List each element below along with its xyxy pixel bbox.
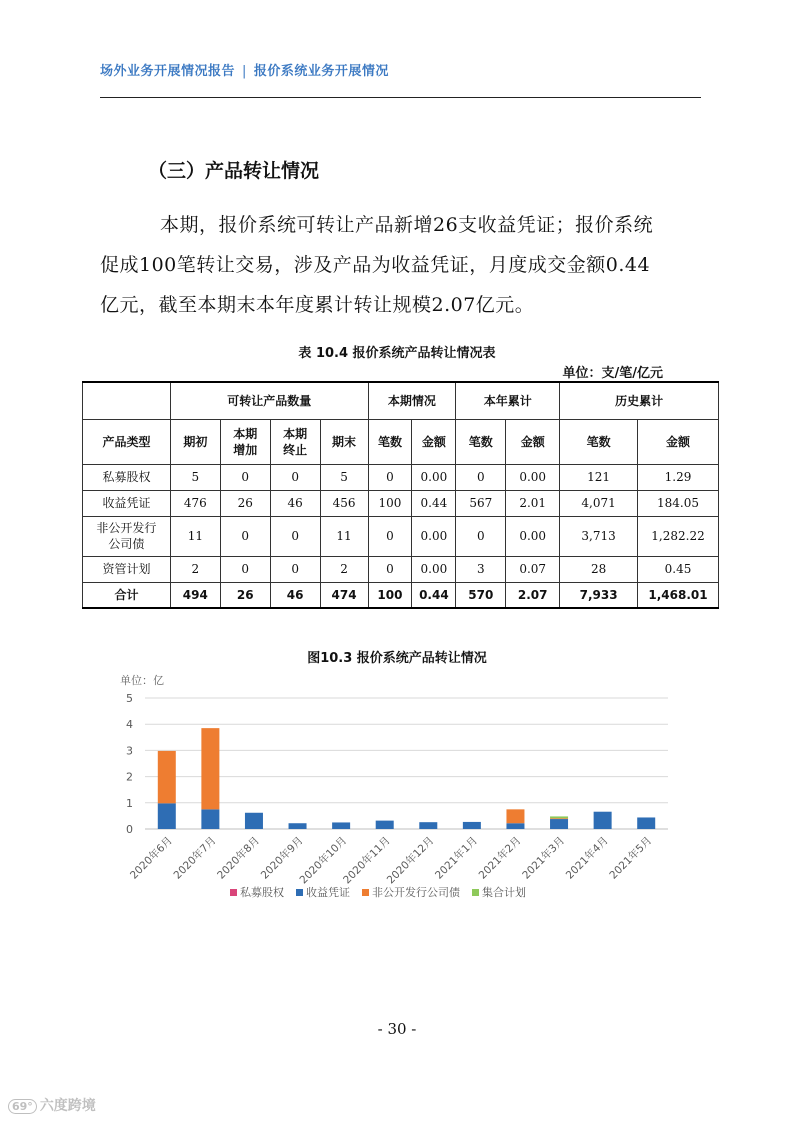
x-tick-label: 2020年11月: [341, 834, 393, 887]
table-cell: 0: [220, 556, 270, 582]
x-tick-label: 2020年6月: [127, 834, 175, 882]
table-cell: 476: [170, 490, 220, 516]
bar-segment: [463, 822, 481, 829]
bar-segment: [158, 803, 176, 829]
product-type-cell: 非公开发行公司债: [83, 516, 171, 556]
x-tick-label: 2021年1月: [433, 834, 480, 882]
table-cell: 0: [368, 556, 412, 582]
table-cell: 1,282.22: [638, 516, 719, 556]
page-number: - 30 -: [377, 1020, 417, 1038]
table-row: [83, 490, 719, 516]
x-tick-label: 2020年8月: [215, 834, 263, 882]
paragraph-line-2: 促成100笔转让交易，涉及产品为收益凭证，月度成交金额0.44: [100, 254, 651, 276]
group-header: 本年累计: [456, 382, 560, 419]
y-tick-label: 1: [126, 796, 133, 810]
table-cell: 4,071: [560, 490, 638, 516]
bar-segment: [506, 823, 524, 829]
legend-label: 私募股权: [240, 886, 284, 899]
chart-legend: [230, 885, 526, 899]
column-header: 本期增加: [220, 419, 270, 464]
table-cell: 0: [368, 516, 412, 556]
sub-header-row: [83, 419, 719, 464]
column-header: 金额: [638, 419, 719, 464]
header-right: 报价系统业务开展情况: [253, 64, 389, 79]
table-cell: 2.01: [506, 490, 560, 516]
bar-segment: [550, 816, 568, 818]
x-tick-label: 2021年2月: [476, 834, 524, 882]
table-cell: 26: [220, 582, 270, 608]
bar-segment: [201, 728, 219, 809]
chart-grid: [145, 698, 668, 829]
table-cell: 0: [220, 516, 270, 556]
legend-label: 非公开发行公司债: [372, 886, 460, 899]
bar-segment: [550, 818, 568, 819]
table-cell: 0.45: [638, 556, 719, 582]
x-tick-label: 2020年9月: [258, 834, 306, 882]
y-axis: [126, 692, 133, 836]
table-cell: 0: [270, 516, 320, 556]
group-header-row: [83, 382, 719, 419]
table-cell: 0.44: [412, 490, 456, 516]
column-header: 金额: [412, 419, 456, 464]
bar-segment: [594, 812, 612, 829]
x-tick-label: 2021年3月: [520, 834, 568, 882]
legend-label: 收益凭证: [306, 886, 350, 899]
table-cell: 0.00: [506, 464, 560, 490]
x-tick-label: 2020年10月: [297, 834, 350, 887]
bar-segment: [158, 751, 176, 803]
bar-segment: [289, 823, 307, 829]
legend-swatch: [362, 889, 369, 896]
table-cell: 494: [170, 582, 220, 608]
table-body: [83, 464, 719, 608]
chart-bars: [158, 728, 655, 829]
group-header: 本期情况: [368, 382, 456, 419]
transfer-table: [82, 381, 719, 609]
table-cell: 456: [320, 490, 368, 516]
running-header: [100, 60, 389, 79]
x-axis: [127, 834, 654, 886]
legend-label: 集合计划: [482, 886, 526, 899]
column-header: 产品类型: [83, 419, 171, 464]
paragraph-line-1: 本期，报价系统可转让产品新增26支收益凭证；报价系统: [160, 214, 654, 236]
column-header: 金额: [506, 419, 560, 464]
bar-segment: [201, 809, 219, 829]
header-rule: [100, 97, 701, 98]
table-cell: 0.00: [412, 516, 456, 556]
column-header: 笔数: [560, 419, 638, 464]
column-header: 期末: [320, 419, 368, 464]
header-separator: |: [242, 64, 247, 79]
table-cell: 100: [368, 490, 412, 516]
table-cell: 1.29: [638, 464, 719, 490]
bar-segment: [245, 813, 263, 829]
product-type-cell: 合计: [83, 582, 171, 608]
y-tick-label: 3: [126, 744, 133, 758]
table-row: [83, 464, 719, 490]
table-cell: 46: [270, 582, 320, 608]
table-row: [83, 556, 719, 582]
table-cell: 2.07: [506, 582, 560, 608]
legend-swatch: [230, 889, 237, 896]
table-cell: 7,933: [560, 582, 638, 608]
column-header: 期初: [170, 419, 220, 464]
legend-swatch: [296, 889, 303, 896]
y-tick-label: 2: [126, 770, 133, 784]
table-cell: 46: [270, 490, 320, 516]
header-left: 场外业务开展情况报告: [100, 64, 236, 79]
table-cell: 26: [220, 490, 270, 516]
x-tick-label: 2020年12月: [384, 834, 437, 887]
table-cell: 0.00: [412, 464, 456, 490]
paragraph-line-3: 亿元，截至本期末本年度累计转让规模2.07亿元。: [100, 294, 535, 316]
y-tick-label: 5: [126, 692, 133, 705]
y-tick-label: 0: [126, 823, 133, 836]
table-cell: 570: [456, 582, 506, 608]
table-cell: 2: [170, 556, 220, 582]
table-cell: 0.00: [412, 556, 456, 582]
table-cell: 2: [320, 556, 368, 582]
chart-title: 图10.3 报价系统产品转让情况: [307, 651, 487, 666]
bar-segment: [506, 809, 524, 823]
bar-segment: [550, 819, 568, 829]
table-cell: 0: [220, 464, 270, 490]
column-header: 笔数: [456, 419, 506, 464]
table-cell: 567: [456, 490, 506, 516]
table-cell: 3,713: [560, 516, 638, 556]
bar-segment: [419, 822, 437, 829]
table-unit: 单位：支/笔/亿元: [562, 366, 663, 381]
table-row: [83, 516, 719, 556]
section-title: （三）产品转让情况: [148, 160, 320, 182]
table-cell: 1,468.01: [638, 582, 719, 608]
x-tick-label: 2021年4月: [563, 834, 611, 882]
watermark-text: 六度跨境: [39, 1098, 96, 1114]
watermark: [8, 1095, 96, 1115]
table-cell: 11: [170, 516, 220, 556]
table-cell: 0.44: [412, 582, 456, 608]
table-cell: 11: [320, 516, 368, 556]
product-type-cell: 收益凭证: [83, 490, 171, 516]
group-header: 历史累计: [560, 382, 719, 419]
table-cell: 184.05: [638, 490, 719, 516]
table-cell: 100: [368, 582, 412, 608]
x-tick-label: 2021年5月: [607, 834, 655, 882]
table-cell: 5: [170, 464, 220, 490]
column-header: 笔数: [368, 419, 412, 464]
table-cell: 0: [368, 464, 412, 490]
bar-segment: [637, 817, 655, 829]
body-paragraph: [100, 205, 703, 325]
table-cell: 474: [320, 582, 368, 608]
table-cell: 28: [560, 556, 638, 582]
x-tick-label: 2020年7月: [171, 834, 219, 882]
table-cell: 0: [456, 464, 506, 490]
column-header: 本期终止: [270, 419, 320, 464]
table-cell: 0.00: [506, 516, 560, 556]
table-cell: 5: [320, 464, 368, 490]
transfer-chart: [100, 668, 690, 913]
legend-swatch: [472, 889, 479, 896]
bar-segment: [376, 821, 394, 829]
empty-corner-cell: [83, 382, 171, 419]
product-type-cell: 私募股权: [83, 464, 171, 490]
total-row: [83, 582, 719, 608]
table-cell: 3: [456, 556, 506, 582]
watermark-logo: 69°: [8, 1099, 37, 1114]
table-cell: 0.07: [506, 556, 560, 582]
table-cell: 121: [560, 464, 638, 490]
product-type-cell: 资管计划: [83, 556, 171, 582]
table-cell: 0: [270, 556, 320, 582]
group-header: 可转让产品数量: [170, 382, 368, 419]
table-cell: 0: [270, 464, 320, 490]
table-cell: 0: [456, 516, 506, 556]
table-title: 表 10.4 报价系统产品转让情况表: [298, 346, 496, 361]
chart-unit-label: 单位：亿: [120, 674, 164, 687]
bar-segment: [332, 822, 350, 829]
y-tick-label: 4: [126, 718, 133, 732]
